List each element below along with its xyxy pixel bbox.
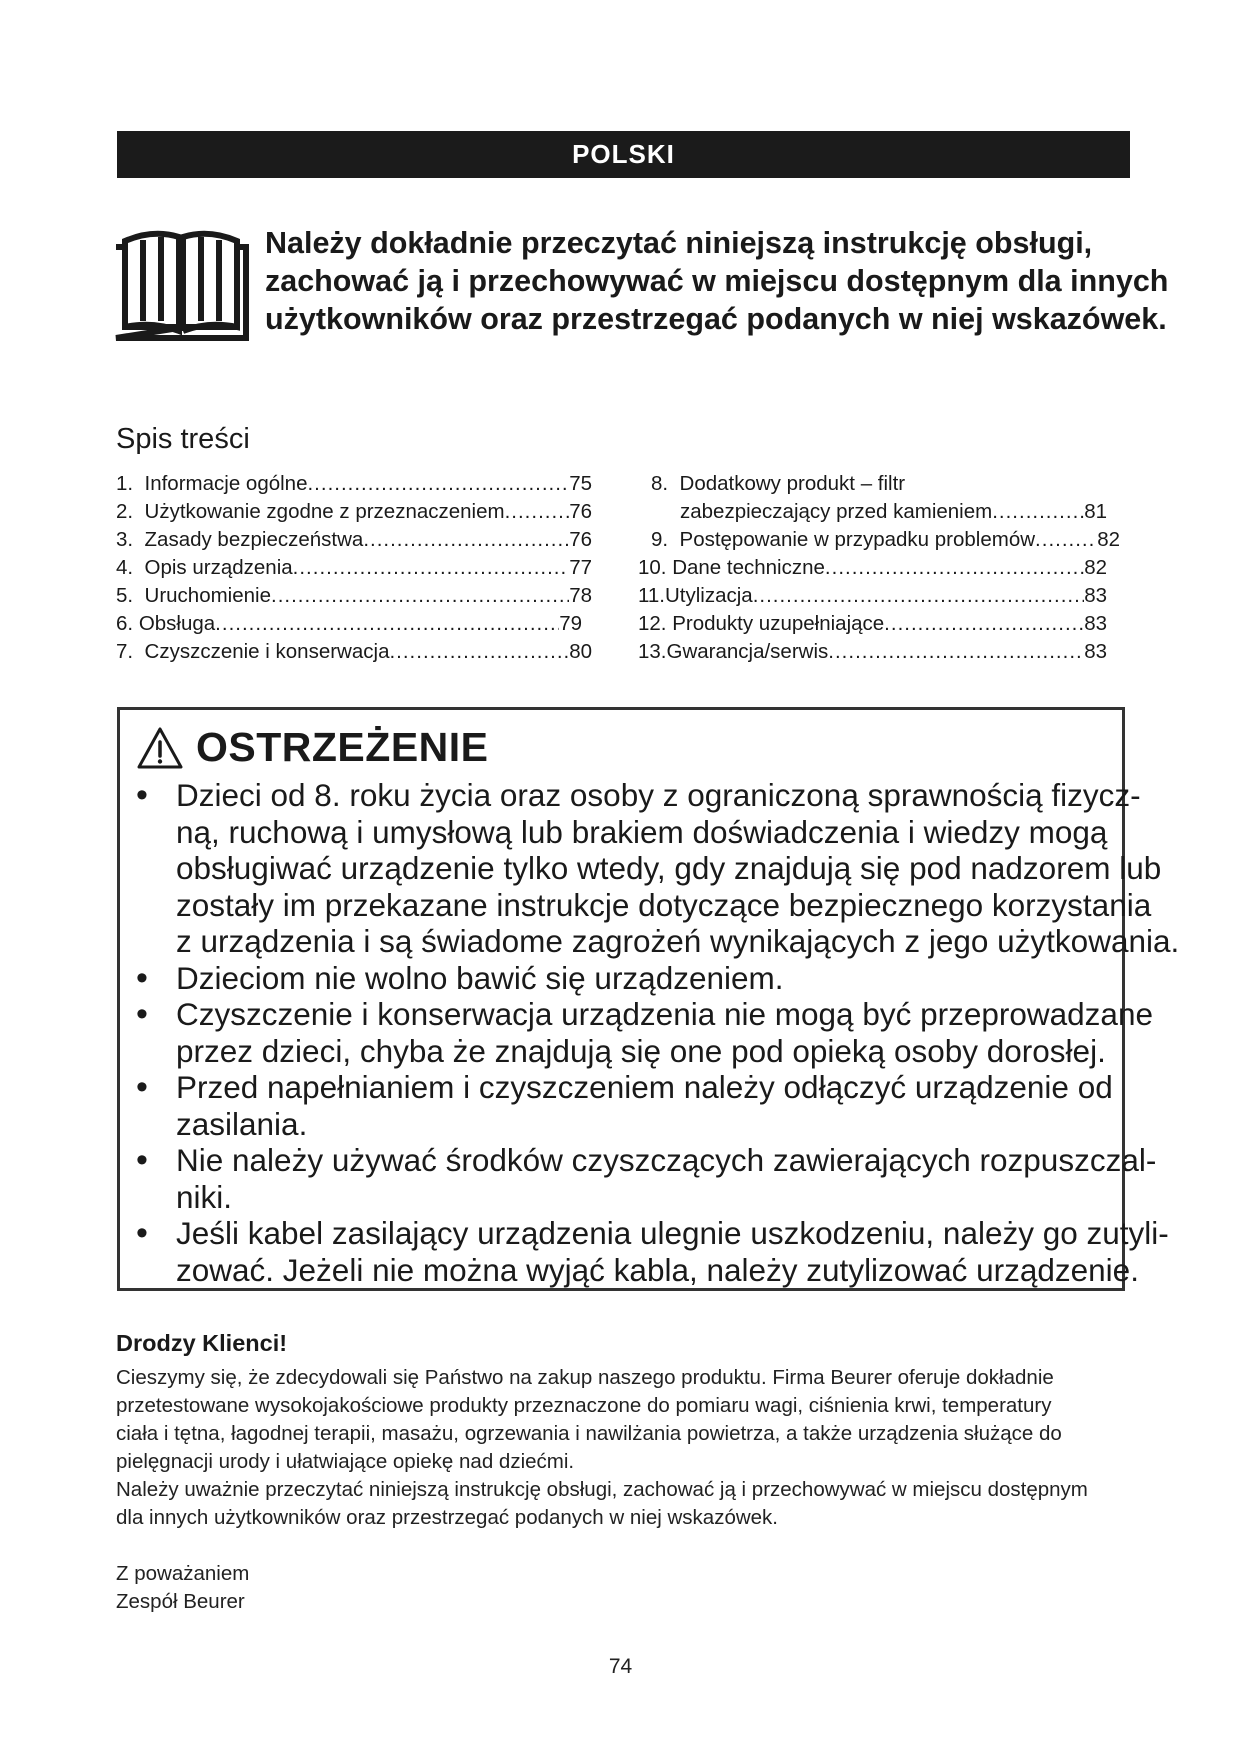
toc-leader [215, 610, 559, 638]
toc-number: 8. [651, 472, 669, 495]
toc-entry[interactable] [638, 470, 1120, 498]
toc-text: Dodatkowy produkt – filtr [679, 472, 906, 495]
page-number: 74 [608, 1655, 633, 1678]
toc-page: 76 [569, 528, 592, 551]
toc-leader [307, 470, 569, 498]
open-book-icon [113, 227, 249, 341]
toc-entry[interactable] [116, 526, 592, 554]
toc-leader [363, 526, 569, 554]
toc-title: Spis treści [116, 423, 250, 455]
warning-line: • Czyszczenie i konserwacja urządzenia nie mogą być przeprowadzane [176, 996, 1153, 1032]
signoff-line: Z poważaniem [116, 1562, 250, 1585]
toc-entry[interactable] [116, 470, 592, 498]
signoff-line: Zespół Beurer [116, 1590, 245, 1613]
warning-line: • Dzieci od 8. roku życia oraz osoby z ograniczoną sprawnością fizycz- [176, 777, 1141, 813]
warning-header [136, 724, 489, 771]
paragraph-line: przetestowane wysokojakościowe produkty przeznaczone do pomiaru wagi, ciśnienia krwi, temperatury [116, 1394, 1052, 1417]
toc-number: 12. [638, 612, 667, 635]
warning-line: ną, ruchową i umysłową lub brakiem doświadczenia i wiedzy mogą [176, 813, 1108, 850]
toc-text: Informacje ogólne [144, 472, 308, 495]
toc-text: Opis urządzenia [144, 556, 293, 579]
toc-page: 81 [1084, 500, 1107, 523]
toc-page: 76 [569, 500, 592, 523]
toc-number: 6. [116, 612, 134, 635]
toc-page: 77 [569, 556, 592, 579]
signoff [116, 1560, 249, 1616]
toc-entry[interactable] [638, 610, 1120, 638]
toc-entry-continuation[interactable] [638, 498, 1120, 526]
customers-heading: Drodzy Klienci! [116, 1330, 288, 1356]
toc-text: Zasady bezpieczeństwa [144, 528, 364, 551]
warning-triangle-icon [136, 726, 184, 770]
toc-entry[interactable] [116, 638, 592, 666]
paragraph-line: Cieszymy się, że zdecydowali się Państwo na zakup naszego produktu. Firma Beurer oferuje dokładnie [116, 1366, 1054, 1389]
warning-item [134, 777, 1180, 960]
toc-number: 9. [651, 528, 669, 551]
toc-number: 3. [116, 528, 134, 551]
warning-line: • Nie należy używać środków czyszczących zawierających rozpuszczal- [176, 1142, 1157, 1178]
toc-leader [884, 610, 1084, 638]
toc-page: 79 [559, 612, 582, 635]
toc-text: Uruchomienie [144, 584, 271, 607]
paragraph-line: Należy uważnie przeczytać niniejszą instrukcję obsługi, zachować ją i przechowywać w miejscu dostępnym [116, 1478, 1088, 1501]
toc-page: 83 [1084, 584, 1107, 607]
warning-item [134, 1142, 1157, 1215]
toc-text: Dane techniczne [672, 556, 825, 579]
toc-page: 75 [569, 472, 592, 495]
warning-title: OSTRZEŻENIE [196, 724, 489, 770]
toc-number: 7. [116, 640, 134, 663]
toc-text: Postępowanie w przypadku problemów [679, 528, 1036, 551]
warning-line: zostały im przekazane instrukcje dotyczące bezpiecznego korzystania [176, 886, 1152, 923]
toc-leader [1035, 526, 1097, 554]
toc-number: 10. [638, 556, 667, 579]
toc-leader [505, 498, 570, 526]
toc-number: 11. [638, 584, 665, 607]
warning-item [134, 1215, 1169, 1288]
toc-left-column [116, 470, 592, 666]
paragraph-line: dla innych użytkowników oraz przestrzegać podanych w niej wskazówek. [116, 1506, 779, 1529]
toc-number: 4. [116, 556, 134, 579]
toc-entry[interactable] [638, 526, 1120, 554]
paragraph-line: ciała i tętna, łagodnej terapii, masażu, ogrzewania i nawilżania powietrza, a także urządzenia służące do [116, 1422, 1062, 1445]
toc-text: Produkty uzupełniające [672, 612, 885, 635]
toc-entry[interactable] [638, 582, 1120, 610]
warning-line: zasilania. [176, 1105, 308, 1142]
customers-paragraph [116, 1364, 1136, 1532]
intro-line: Należy dokładnie przeczytać niniejszą instrukcję obsługi, [265, 226, 1093, 260]
warning-line: • Jeśli kabel zasilający urządzenia ulegnie uszkodzeniu, należy go zutyli- [176, 1215, 1169, 1251]
toc-right-column [638, 470, 1120, 666]
intro-notice [265, 224, 1169, 338]
warning-line: • Przed napełnianiem i czyszczeniem należy odłączyć urządzenie od [176, 1069, 1113, 1105]
warning-line: • Dzieciom nie wolno bawić się urządzeniem. [176, 959, 784, 996]
toc-text: zabezpieczający przed kamieniem [680, 500, 993, 523]
toc-text: Użytkowanie zgodne z przeznaczeniem [144, 500, 505, 523]
warning-line: przez dzieci, chyba że znajdują się one pod opieką osoby dorosłej. [176, 1032, 1106, 1069]
toc-page: 83 [1084, 612, 1107, 635]
toc-leader [828, 638, 1084, 666]
toc-leader [753, 582, 1084, 610]
paragraph-line: pielęgnacji urody i ułatwiające opiekę nad dziećmi. [116, 1450, 575, 1473]
toc-leader [992, 498, 1084, 526]
toc-entry[interactable] [638, 638, 1120, 666]
toc-page: 82 [1097, 528, 1120, 551]
warning-item [134, 960, 1119, 997]
warning-line: zować. Jeżeli nie można wyjąć kabla, należy zutylizować urządzenie. [176, 1251, 1139, 1288]
toc-leader [293, 554, 570, 582]
warning-box [117, 707, 1180, 1291]
toc-text: Utylizacja [664, 584, 753, 607]
warning-line: niki. [176, 1178, 233, 1215]
toc-entry[interactable] [116, 582, 592, 610]
intro-line: użytkowników oraz przestrzegać podanych w niej wskazówek. [265, 302, 1167, 336]
warning-item [134, 1069, 1119, 1142]
warning-line: z urządzenia i są świadome zagrożeń wynikających z jego użytkowania. [176, 923, 1180, 959]
warning-list [134, 777, 1180, 1288]
toc-page: 82 [1084, 556, 1107, 579]
toc-text: Gwarancja/serwis [666, 640, 829, 663]
toc-number: 13. [638, 640, 667, 663]
toc-text: Obsługa [138, 612, 216, 635]
warning-item [134, 996, 1153, 1069]
toc-entry[interactable] [638, 554, 1120, 582]
toc-page: 80 [569, 640, 592, 663]
toc-entry[interactable] [116, 610, 592, 638]
toc-text: Czyszczenie i konserwacja [144, 640, 390, 663]
toc-number: 2. [116, 500, 134, 523]
toc-page: 83 [1084, 640, 1107, 663]
toc-leader [271, 582, 569, 610]
intro-line: zachować ją i przechowywać w miejscu dostępnym dla innych [265, 264, 1169, 298]
toc-number: 1. [116, 472, 134, 495]
toc-leader [825, 554, 1084, 582]
toc-entry[interactable] [116, 554, 592, 582]
toc-number: 5. [116, 584, 134, 607]
toc-page: 78 [569, 584, 592, 607]
toc-entry[interactable] [116, 498, 592, 526]
warning-line: obsługiwać urządzenie tylko wtedy, gdy znajdują się pod nadzorem lub [176, 850, 1162, 886]
toc-leader [389, 638, 569, 666]
language-header: POLSKI [117, 131, 1130, 178]
